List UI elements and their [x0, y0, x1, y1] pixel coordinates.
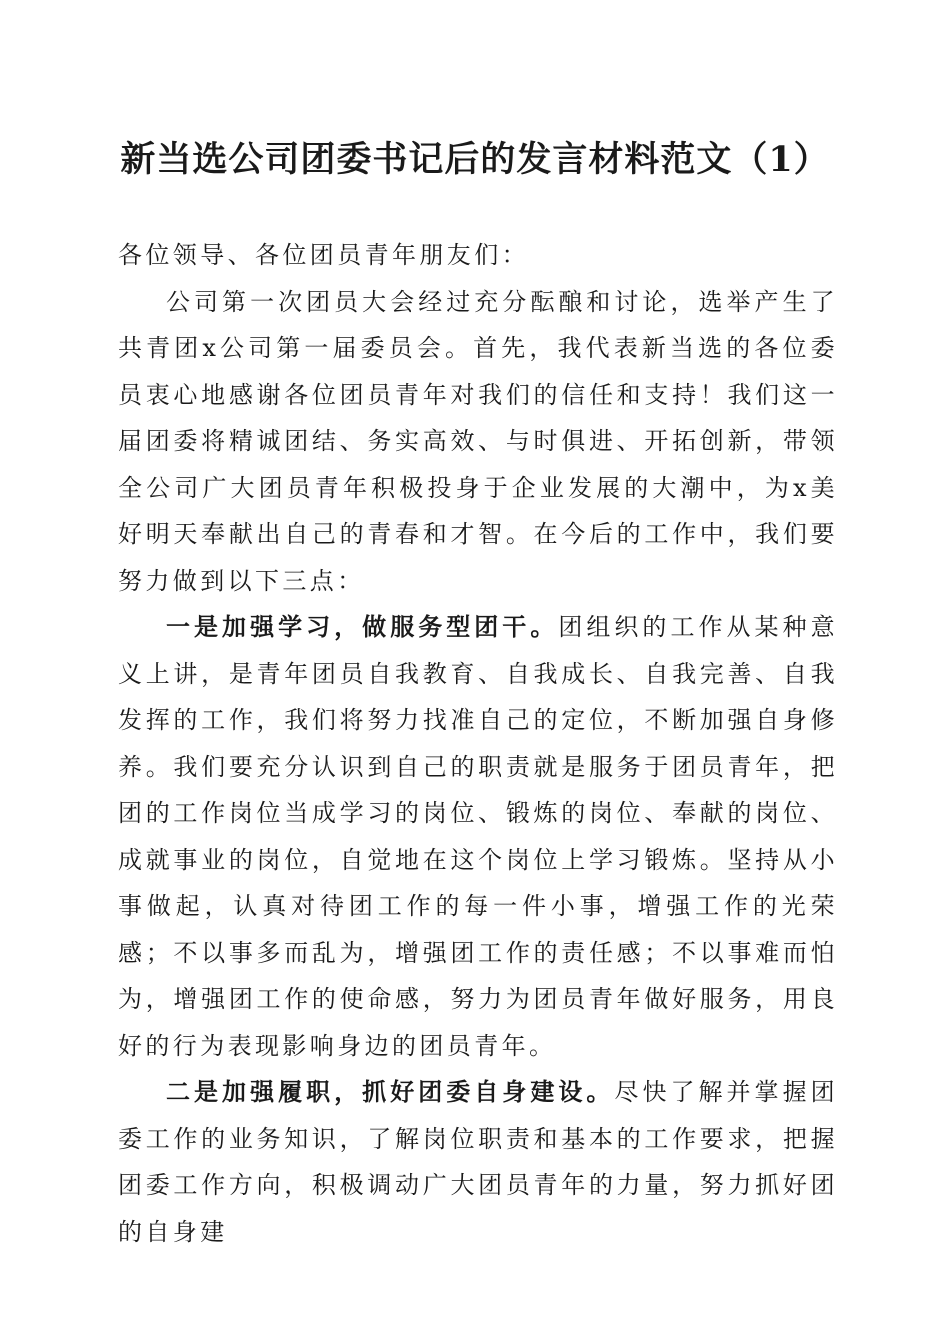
salutation: 各位领导、各位团员青年朋友们：: [118, 241, 529, 269]
paragraph-point-two: [118, 1069, 838, 1255]
paragraph-point-one: [118, 604, 838, 1069]
paragraph-lead: 一是加强学习，做服务型团干。: [166, 612, 559, 641]
document-title: 新当选公司团委书记后的发言材料范文（1）: [120, 139, 830, 180]
document-body: [118, 232, 838, 1255]
paragraph-text: 公司第一次团员大会经过充分酝酿和讨论，选举产生了共青团x公司第一届委员会。首先，我代表新当选的各位委员衷心地感谢各位团员青年对我们的信任和支持！我们这一届团委将精诚团结、务实高效、与时俱进、开拓创新，带领全公司广大团员青年积极投身于企业发展的大潮中，为x美好明天奉献出自己的青春和才智。在今后的工作中，我们要努力做到以下三点：: [118, 287, 838, 595]
paragraph-text: 团组织的工作从某种意义上讲，是青年团员自我教育、自我成长、自我完善、自我发挥的工作，我们将努力找准自己的定位，不断加强自身修养。我们要充分认识到自己的职责就是服务于团员青年，把团的工作岗位当成学习的岗位、锻炼的岗位、奉献的岗位、成就事业的岗位，自觉地在这个岗位上学习锻炼。坚持从小事做起，认真对待团工作的每一件小事，增强工作的光荣感；不以事多而乱为，增强团工作的责任感；不以事难而怕为，增强团工作的使命感，努力为团员青年做好服务，用良好的行为表现影响身边的团员青年。: [118, 613, 838, 1060]
paragraph-text: 尽快了解并掌握团委工作的业务知识，了解岗位职责和基本的工作要求，把握团委工作方向，积极调动广大团员青年的力量，努力抓好团的自身建: [118, 1078, 839, 1246]
paragraph-intro: [118, 279, 838, 605]
paragraph-lead: 二是加强履职，抓好团委自身建设。: [166, 1077, 615, 1106]
